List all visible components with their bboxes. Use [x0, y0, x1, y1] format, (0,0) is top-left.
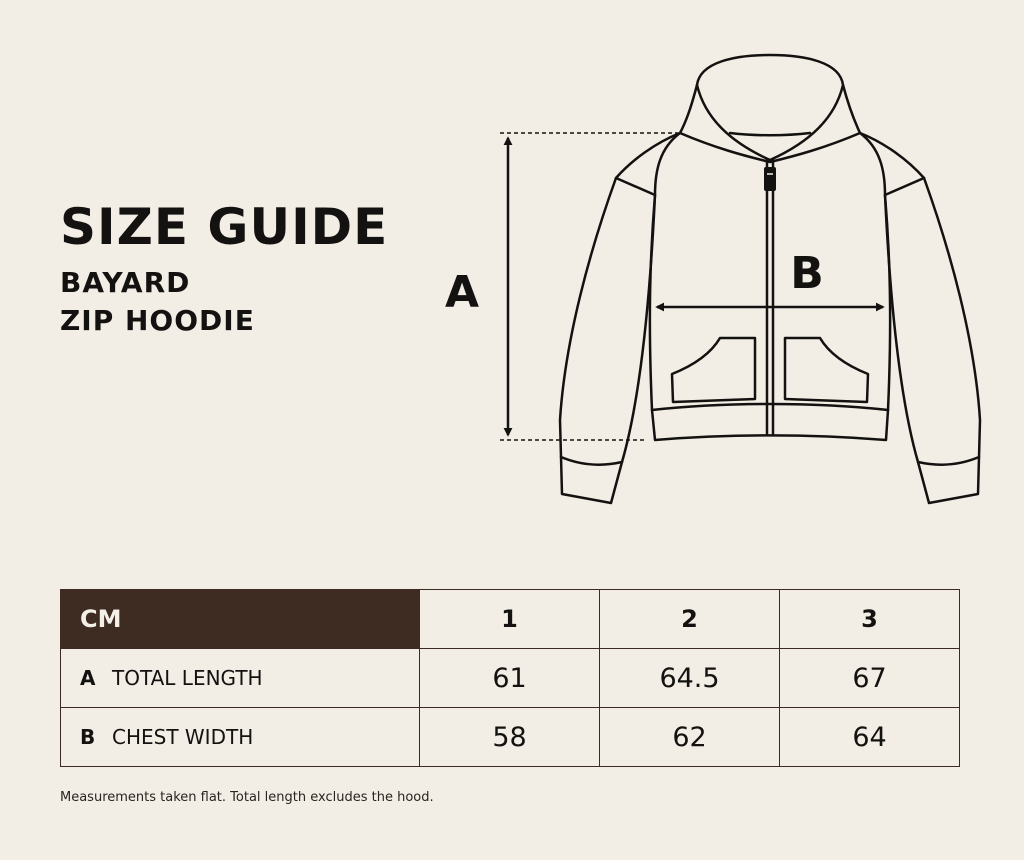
measure-label-b: B	[790, 248, 824, 299]
row-letter: B	[80, 725, 96, 749]
table-row	[61, 649, 960, 708]
size-header: 3	[780, 590, 960, 649]
size-header: 2	[600, 590, 780, 649]
row-label	[61, 708, 420, 767]
row-label	[61, 649, 420, 708]
size-header: 1	[420, 590, 600, 649]
page-title: SIZE GUIDE	[60, 198, 389, 256]
unit-header: CM	[61, 590, 420, 649]
table-cell: 64	[780, 708, 960, 767]
table-cell: 58	[420, 708, 600, 767]
table-cell: 62	[600, 708, 780, 767]
table-cell: 64.5	[600, 649, 780, 708]
table-cell: 67	[780, 649, 960, 708]
table-row	[61, 708, 960, 767]
product-name-line-1: BAYARD	[60, 266, 191, 299]
product-name-line-2: ZIP HOODIE	[60, 304, 255, 337]
size-table	[60, 589, 960, 767]
table-header-row	[61, 590, 960, 649]
table-cell: 61	[420, 649, 600, 708]
row-letter: A	[80, 666, 96, 690]
measure-label-a: A	[444, 267, 480, 318]
footnote: Measurements taken flat. Total length excludes the hood.	[60, 790, 434, 805]
row-label-text: TOTAL LENGTH	[112, 666, 263, 690]
row-label-text: CHEST WIDTH	[112, 725, 254, 749]
